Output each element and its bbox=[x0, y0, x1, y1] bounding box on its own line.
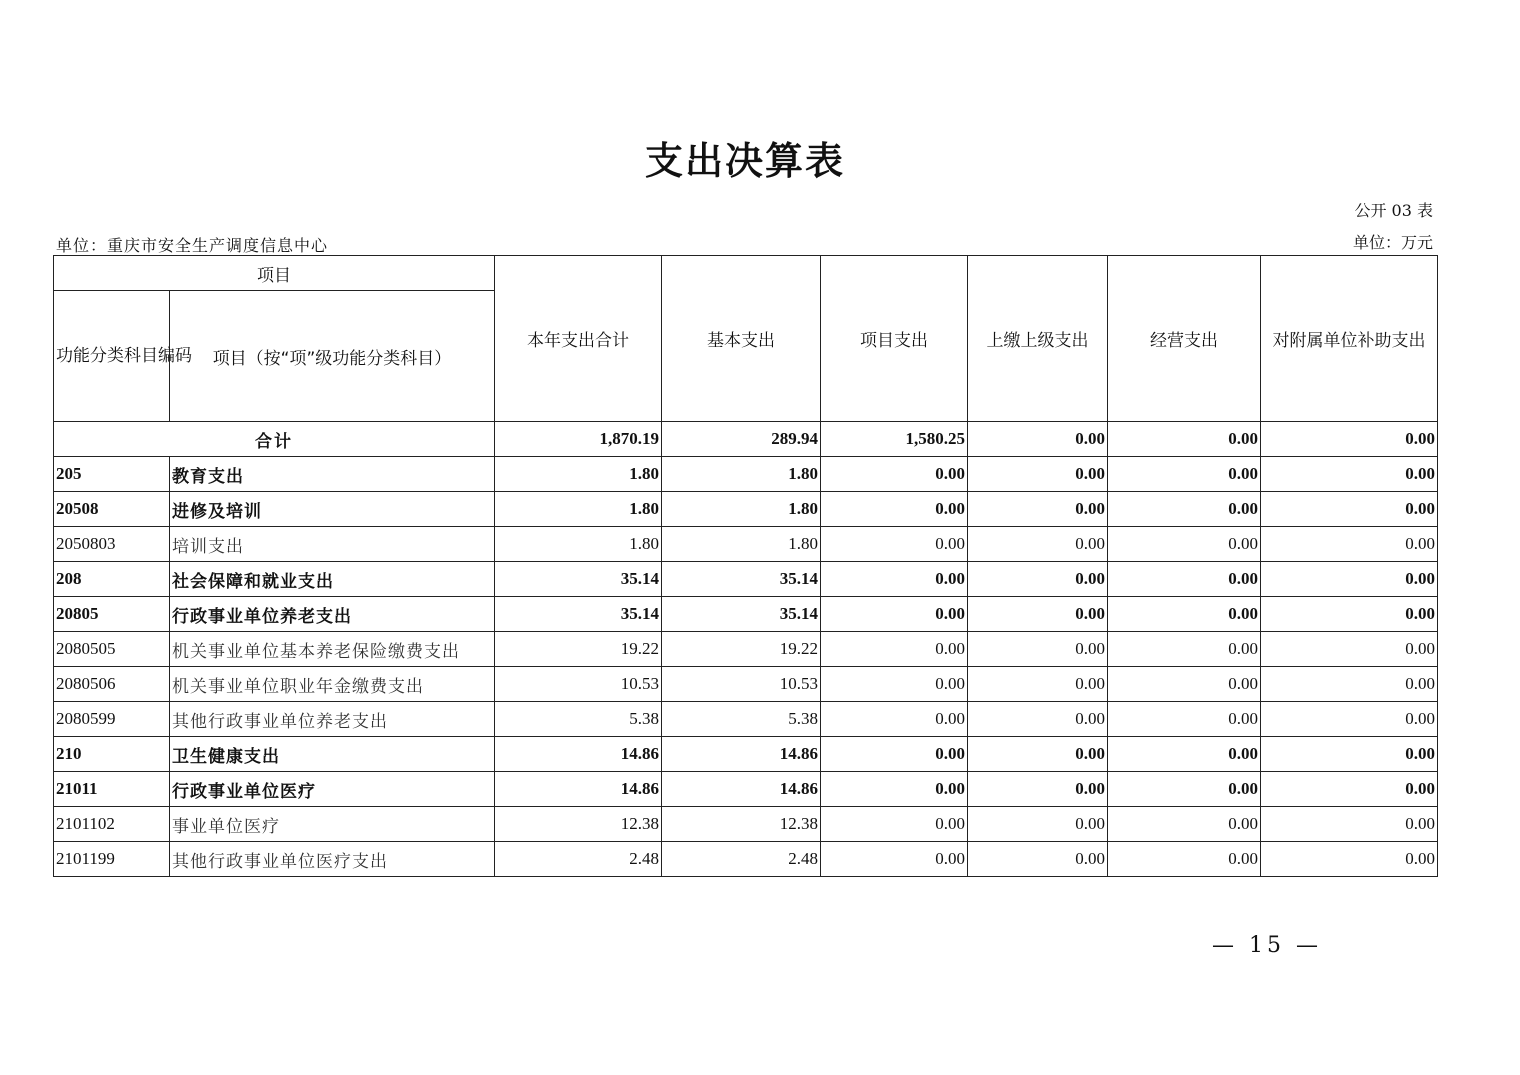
basic-cell: 14.86 bbox=[662, 772, 821, 807]
upper-cell: 0.00 bbox=[968, 842, 1108, 877]
basic-cell: 19.22 bbox=[662, 632, 821, 667]
table-row bbox=[54, 492, 1438, 527]
total-cell: 35.14 bbox=[495, 562, 662, 597]
subsidy-cell: 0.00 bbox=[1261, 702, 1438, 737]
reporting-unit: 单位：重庆市安全生产调度信息中心 bbox=[56, 236, 329, 255]
business-cell: 0.00 bbox=[1108, 562, 1261, 597]
subsidy-cell: 0.00 bbox=[1261, 807, 1438, 842]
total-cell: 5.38 bbox=[495, 702, 662, 737]
basic-cell: 2.48 bbox=[662, 842, 821, 877]
project-cell: 0.00 bbox=[821, 457, 968, 492]
subsidy-cell: 0.00 bbox=[1261, 422, 1438, 457]
form-number: 公开 03 表 bbox=[1354, 201, 1433, 220]
header-name: 项目（按“项”级功能分类科目） bbox=[170, 291, 495, 422]
header-item: 项目 bbox=[54, 256, 495, 291]
business-cell: 0.00 bbox=[1108, 492, 1261, 527]
project-cell: 0.00 bbox=[821, 772, 968, 807]
code-cell: 208 bbox=[54, 562, 170, 597]
currency-unit: 单位：万元 bbox=[1352, 233, 1433, 252]
subsidy-cell: 0.00 bbox=[1261, 562, 1438, 597]
project-cell: 0.00 bbox=[821, 842, 968, 877]
table-row bbox=[54, 632, 1438, 667]
basic-cell: 1.80 bbox=[662, 527, 821, 562]
total-cell: 1.80 bbox=[495, 527, 662, 562]
total-cell: 35.14 bbox=[495, 597, 662, 632]
project-cell: 0.00 bbox=[821, 597, 968, 632]
business-cell: 0.00 bbox=[1108, 632, 1261, 667]
header-business: 经营支出 bbox=[1108, 256, 1261, 422]
name-cell: 教育支出 bbox=[170, 457, 495, 492]
table-row bbox=[54, 667, 1438, 702]
code-cell: 20508 bbox=[54, 492, 170, 527]
name-cell: 事业单位医疗 bbox=[170, 807, 495, 842]
name-cell: 社会保障和就业支出 bbox=[170, 562, 495, 597]
table-row bbox=[54, 842, 1438, 877]
upper-cell: 0.00 bbox=[968, 597, 1108, 632]
total-row bbox=[54, 422, 1438, 457]
header-upper: 上缴上级支出 bbox=[968, 256, 1108, 422]
basic-cell: 1.80 bbox=[662, 457, 821, 492]
upper-cell: 0.00 bbox=[968, 772, 1108, 807]
header-total: 本年支出合计 bbox=[495, 256, 662, 422]
table-row bbox=[54, 597, 1438, 632]
name-cell: 其他行政事业单位养老支出 bbox=[170, 702, 495, 737]
business-cell: 0.00 bbox=[1108, 457, 1261, 492]
code-cell: 21011 bbox=[54, 772, 170, 807]
project-cell: 0.00 bbox=[821, 667, 968, 702]
upper-cell: 0.00 bbox=[968, 527, 1108, 562]
project-cell: 0.00 bbox=[821, 492, 968, 527]
business-cell: 0.00 bbox=[1108, 422, 1261, 457]
upper-cell: 0.00 bbox=[968, 562, 1108, 597]
total-cell: 14.86 bbox=[495, 772, 662, 807]
upper-cell: 0.00 bbox=[968, 807, 1108, 842]
page-title: 支出决算表 bbox=[644, 138, 845, 183]
basic-cell: 1.80 bbox=[662, 492, 821, 527]
subsidy-cell: 0.00 bbox=[1261, 492, 1438, 527]
expenditure-table bbox=[53, 255, 1438, 877]
business-cell: 0.00 bbox=[1108, 807, 1261, 842]
code-cell: 2080505 bbox=[54, 632, 170, 667]
upper-cell: 0.00 bbox=[968, 492, 1108, 527]
business-cell: 0.00 bbox=[1108, 597, 1261, 632]
project-cell: 0.00 bbox=[821, 737, 968, 772]
code-cell: 20805 bbox=[54, 597, 170, 632]
code-cell: 2050803 bbox=[54, 527, 170, 562]
subsidy-cell: 0.00 bbox=[1261, 527, 1438, 562]
project-cell: 0.00 bbox=[821, 632, 968, 667]
total-cell: 14.86 bbox=[495, 737, 662, 772]
upper-cell: 0.00 bbox=[968, 632, 1108, 667]
project-cell: 0.00 bbox=[821, 562, 968, 597]
table-row bbox=[54, 737, 1438, 772]
total-cell: 1,870.19 bbox=[495, 422, 662, 457]
basic-cell: 35.14 bbox=[662, 597, 821, 632]
project-cell: 0.00 bbox=[821, 527, 968, 562]
upper-cell: 0.00 bbox=[968, 702, 1108, 737]
business-cell: 0.00 bbox=[1108, 667, 1261, 702]
code-cell: 2080599 bbox=[54, 702, 170, 737]
business-cell: 0.00 bbox=[1108, 737, 1261, 772]
basic-cell: 12.38 bbox=[662, 807, 821, 842]
code-cell: 2101199 bbox=[54, 842, 170, 877]
total-cell: 19.22 bbox=[495, 632, 662, 667]
upper-cell: 0.00 bbox=[968, 457, 1108, 492]
code-cell: 205 bbox=[54, 457, 170, 492]
basic-cell: 10.53 bbox=[662, 667, 821, 702]
table-row bbox=[54, 457, 1438, 492]
name-cell: 其他行政事业单位医疗支出 bbox=[170, 842, 495, 877]
name-cell: 卫生健康支出 bbox=[170, 737, 495, 772]
name-cell: 培训支出 bbox=[170, 527, 495, 562]
name-cell: 行政事业单位养老支出 bbox=[170, 597, 495, 632]
code-cell: 210 bbox=[54, 737, 170, 772]
header-basic: 基本支出 bbox=[662, 256, 821, 422]
subsidy-cell: 0.00 bbox=[1261, 667, 1438, 702]
basic-cell: 14.86 bbox=[662, 737, 821, 772]
total-cell: 1.80 bbox=[495, 457, 662, 492]
table-row bbox=[54, 702, 1438, 737]
page-number: — 15 — bbox=[1212, 933, 1322, 958]
code-cell: 2101102 bbox=[54, 807, 170, 842]
upper-cell: 0.00 bbox=[968, 737, 1108, 772]
upper-cell: 0.00 bbox=[968, 422, 1108, 457]
name-cell: 机关事业单位职业年金缴费支出 bbox=[170, 667, 495, 702]
upper-cell: 0.00 bbox=[968, 667, 1108, 702]
project-cell: 1,580.25 bbox=[821, 422, 968, 457]
subsidy-cell: 0.00 bbox=[1261, 772, 1438, 807]
total-cell: 10.53 bbox=[495, 667, 662, 702]
total-label: 合计 bbox=[54, 422, 495, 457]
subsidy-cell: 0.00 bbox=[1261, 842, 1438, 877]
basic-cell: 5.38 bbox=[662, 702, 821, 737]
business-cell: 0.00 bbox=[1108, 842, 1261, 877]
basic-cell: 289.94 bbox=[662, 422, 821, 457]
business-cell: 0.00 bbox=[1108, 772, 1261, 807]
business-cell: 0.00 bbox=[1108, 527, 1261, 562]
table-row bbox=[54, 527, 1438, 562]
header-subsidy: 对附属单位补助支出 bbox=[1261, 256, 1438, 422]
total-cell: 2.48 bbox=[495, 842, 662, 877]
subsidy-cell: 0.00 bbox=[1261, 457, 1438, 492]
project-cell: 0.00 bbox=[821, 702, 968, 737]
name-cell: 行政事业单位医疗 bbox=[170, 772, 495, 807]
header-project: 项目支出 bbox=[821, 256, 968, 422]
code-cell: 2080506 bbox=[54, 667, 170, 702]
subsidy-cell: 0.00 bbox=[1261, 737, 1438, 772]
business-cell: 0.00 bbox=[1108, 702, 1261, 737]
name-cell: 进修及培训 bbox=[170, 492, 495, 527]
header-code: 功能分类科目编码 bbox=[54, 291, 170, 422]
table-row bbox=[54, 562, 1438, 597]
basic-cell: 35.14 bbox=[662, 562, 821, 597]
table-row bbox=[54, 772, 1438, 807]
name-cell: 机关事业单位基本养老保险缴费支出 bbox=[170, 632, 495, 667]
subsidy-cell: 0.00 bbox=[1261, 632, 1438, 667]
total-cell: 12.38 bbox=[495, 807, 662, 842]
table-row bbox=[54, 807, 1438, 842]
project-cell: 0.00 bbox=[821, 807, 968, 842]
total-cell: 1.80 bbox=[495, 492, 662, 527]
subsidy-cell: 0.00 bbox=[1261, 597, 1438, 632]
